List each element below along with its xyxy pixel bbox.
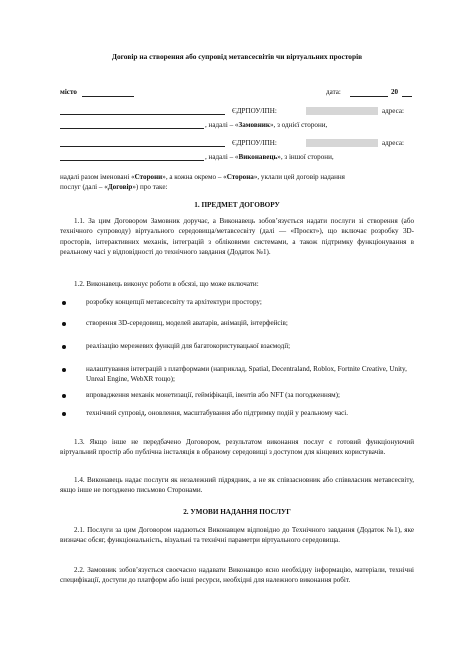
- bullet-item: розробку концепції метавсесвіту та архітектури простору;: [86, 298, 262, 306]
- document-title: Договір на створення або супровід метавсесвітів чи віртуальних просторів: [111, 52, 363, 61]
- city-label: місто: [60, 88, 77, 96]
- party1-role-line: , надалі – «Замовник», з однієї сторони,: [205, 121, 328, 129]
- bullet-item: впровадження механік монетизації, гейміфікації, івентів або NFT (за погодженням);: [86, 391, 340, 399]
- bullet-item: створення 3D-середовищ, моделей аватарів, анімацій, інтерфейсів;: [86, 319, 288, 327]
- party1-edrpou-field[interactable]: [306, 107, 378, 115]
- party2-role-line: , надалі – «Виконавець», з іншої сторони,: [205, 153, 334, 161]
- paragraph-1-4: 1.4. Виконавець надає послуги як незалежний підрядник, а не як співзасновник або співвласник метавсесвіту, якщо інше не погоджено письмово Сторонами.: [60, 476, 414, 495]
- party2-address-blank[interactable]: [60, 160, 204, 161]
- party1-edrpou-label: ЄДРПОУ/ІПН:: [232, 107, 277, 115]
- preamble-line-1: надалі разом іменовані «Сторони», а кожна окремо – «Сторона», уклали цей договір надання: [60, 173, 345, 181]
- bullet-item: реалізацію мережевих функцій для багатокористувацької взаємодії;: [86, 342, 291, 350]
- paragraph-1-3: 1.3. Якщо інше не передбачено Договором, результатом виконання послуг є готовий функціонуючий віртуальний простір або публічна інсталяція в обраному середовищі з доступом для кінцевих користувачів.: [60, 438, 414, 457]
- preamble-line-2: послуг (далі – «Договір») про таке:: [60, 183, 168, 191]
- bullet-item: налаштування інтеграцій з платформами (наприклад, Spatial, Decentraland, Roblox, Fortnite Creative, Unity, Unreal Engine, WebXR тощо);: [86, 365, 407, 384]
- bullet-dot: [62, 301, 66, 305]
- paragraph-1-2: 1.2. Виконавець виконує роботи в обсязі, що може включати:: [74, 280, 259, 288]
- bullet-dot: [62, 345, 66, 349]
- bullet-dot: [62, 322, 66, 326]
- section-1-heading: 1. ПРЕДМЕТ ДОГОВОРУ: [194, 201, 280, 209]
- year-blank[interactable]: [402, 96, 412, 97]
- party2-name-blank[interactable]: [60, 146, 225, 147]
- party2-role: Виконавець: [238, 153, 278, 161]
- paragraph-2-1: 2.1. Послуги за цим Договором надаються Виконавцем відповідно до Технічного завдання (Додаток №1), яке визначає обсяг, функціональність, візуальні та технічні параметри віртуального середовища.: [60, 526, 414, 545]
- bullet-dot: [62, 394, 66, 398]
- section-2-heading: 2. УМОВИ НАДАННЯ ПОСЛУГ: [183, 508, 291, 516]
- party1-name-blank[interactable]: [60, 114, 225, 115]
- bullet-dot: [62, 412, 66, 416]
- paragraph-1-1: 1.1. За цим Договором Замовник доручає, а Виконавець зобов’язується надати послуги зі створення (або технічного супроводу) віртуального середовища/метавсесвіту (далі — «Проєкт»), що включає розробку 3D-просторів, інтерактивних механік, інтеграцій з обліковими системами, а також підтримку функціонування в реальному часі у відповідності до технічного завдання (Додаток №1).: [60, 217, 414, 257]
- party1-address-label: адреса:: [382, 107, 404, 115]
- party2-edrpou-label: ЄДРПОУ/ІПН:: [232, 139, 277, 147]
- bullet-item: технічний супровід, оновлення, масштабування або підтримку подій у реальному часі.: [86, 409, 349, 417]
- party2-edrpou-field[interactable]: [306, 139, 378, 147]
- date-blank[interactable]: [350, 96, 388, 97]
- party2-address-label: адреса:: [382, 139, 404, 147]
- paragraph-2-2: 2.2. Замовник зобов’язується своєчасно надавати Виконавцю ясно необхідну інформацію, матеріали, технічні специфікації, доступи до платформ або інші ресурси, необхідні для належного виконання робіт.: [60, 566, 414, 585]
- date-label: дата:: [326, 88, 341, 96]
- party1-role: Замовник: [238, 121, 270, 129]
- year-prefix: 20: [391, 88, 399, 96]
- party1-address-blank[interactable]: [60, 128, 204, 129]
- bullet-dot: [62, 368, 66, 372]
- city-blank[interactable]: [82, 96, 134, 97]
